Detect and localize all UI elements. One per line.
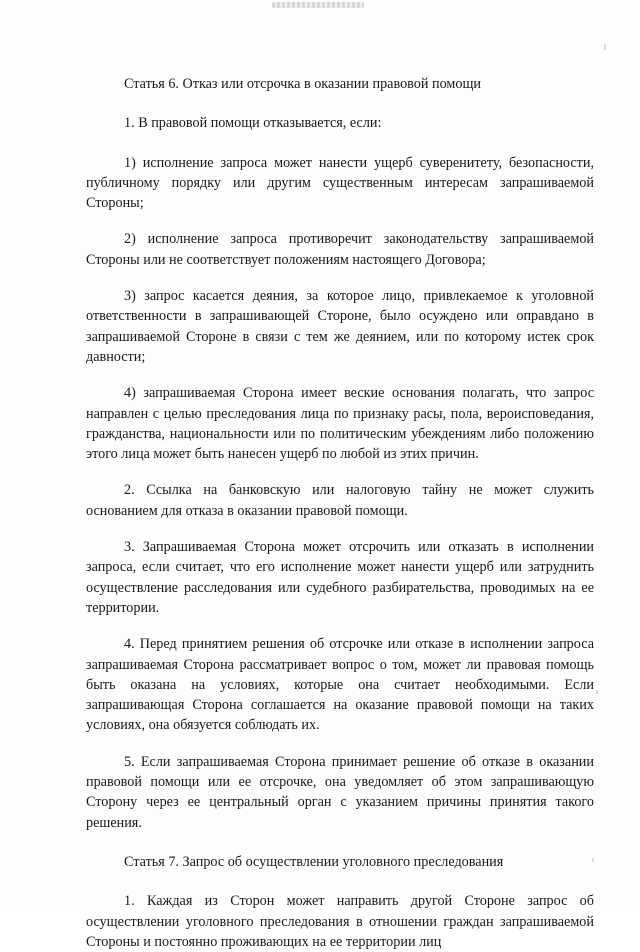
article-7-heading: Статья 7. Запрос об осуществлении уголовного преследования [124,853,504,870]
article-6-clause-1: 1) исполнение запроса может нанести ущерб суверенитету, безопасности, публичному порядку или другим существенным интересам запрашиваемой Стороны; [86,154,594,212]
scan-artifact [272,2,364,8]
article-6-paragraph-1: 1. В правовой помощи отказывается, если: [124,115,382,132]
article-6-clause-4: 4) запрашиваемая Сторона имеет веские основания полагать, что запрос направлен с целью преследования лица по признаку расы, пола, вероисповедания, гражданства, национальности или по политическим убеждениям либо положению этого лица может быть нанесен ущерб по любой из этих причин. [86,385,594,463]
document-body [86,74,594,952]
article-6-clause-2: 2) исполнение запроса противоречит законодательству запрашиваемой Стороны или не соответствует положениям настоящего Договора; [86,231,594,268]
article-6-paragraph-3: 3. Запрашиваемая Сторона может отсрочить или отказать в исполнении запроса, если считает, что его исполнение может нанести ущерб или затруднить осуществление расследования или судебного разбирательства, проводимых на ее территории. [86,539,594,616]
scan-speck [596,690,598,694]
article-6-clause-3: 3) запрос касается деяния, за которое лицо, привлекаемое к уголовной ответственности в запрашивающей Стороне, было осуждено или оправдано в запрашиваемой Стороне в связи с тем же деянием, или по которому истек срок давности; [86,288,594,365]
article-7-paragraph-1: 1. Каждая из Сторон может направить другой Стороне запрос об осуществлении уголовного преследования в отношении граждан запрашиваемой Стороны и постоянно проживающих на ее территории лиц [86,893,594,950]
article-6-paragraph-2: 2. Ссылка на банковскую или налоговую тайну не может служить основанием для отказа в оказании правовой помощи. [86,482,594,519]
article-6-paragraph-4: 4. Перед принятием решения об отсрочке или отказе в исполнении запроса запрашиваемая Сторона рассматривает вопрос о том, может ли правовая помощь быть оказана на условиях, которые она считает необходимыми. Если запрашивающая Сторона соглашается на оказание правовой помощи на таких условиях, она обязуется соблюдать их. [86,636,594,734]
article-6-paragraph-5: 5. Если запрашиваемая Сторона принимает решение об отказе в оказании правовой помощи или ее отсрочке, она уведомляет об этом запрашивающую Сторону через ее центральный орган с указанием причины принятия такого решения. [86,753,594,831]
scan-speck [604,44,606,50]
article-6-heading: Статья 6. Отказ или отсрочка в оказании правовой помощи [124,76,482,92]
